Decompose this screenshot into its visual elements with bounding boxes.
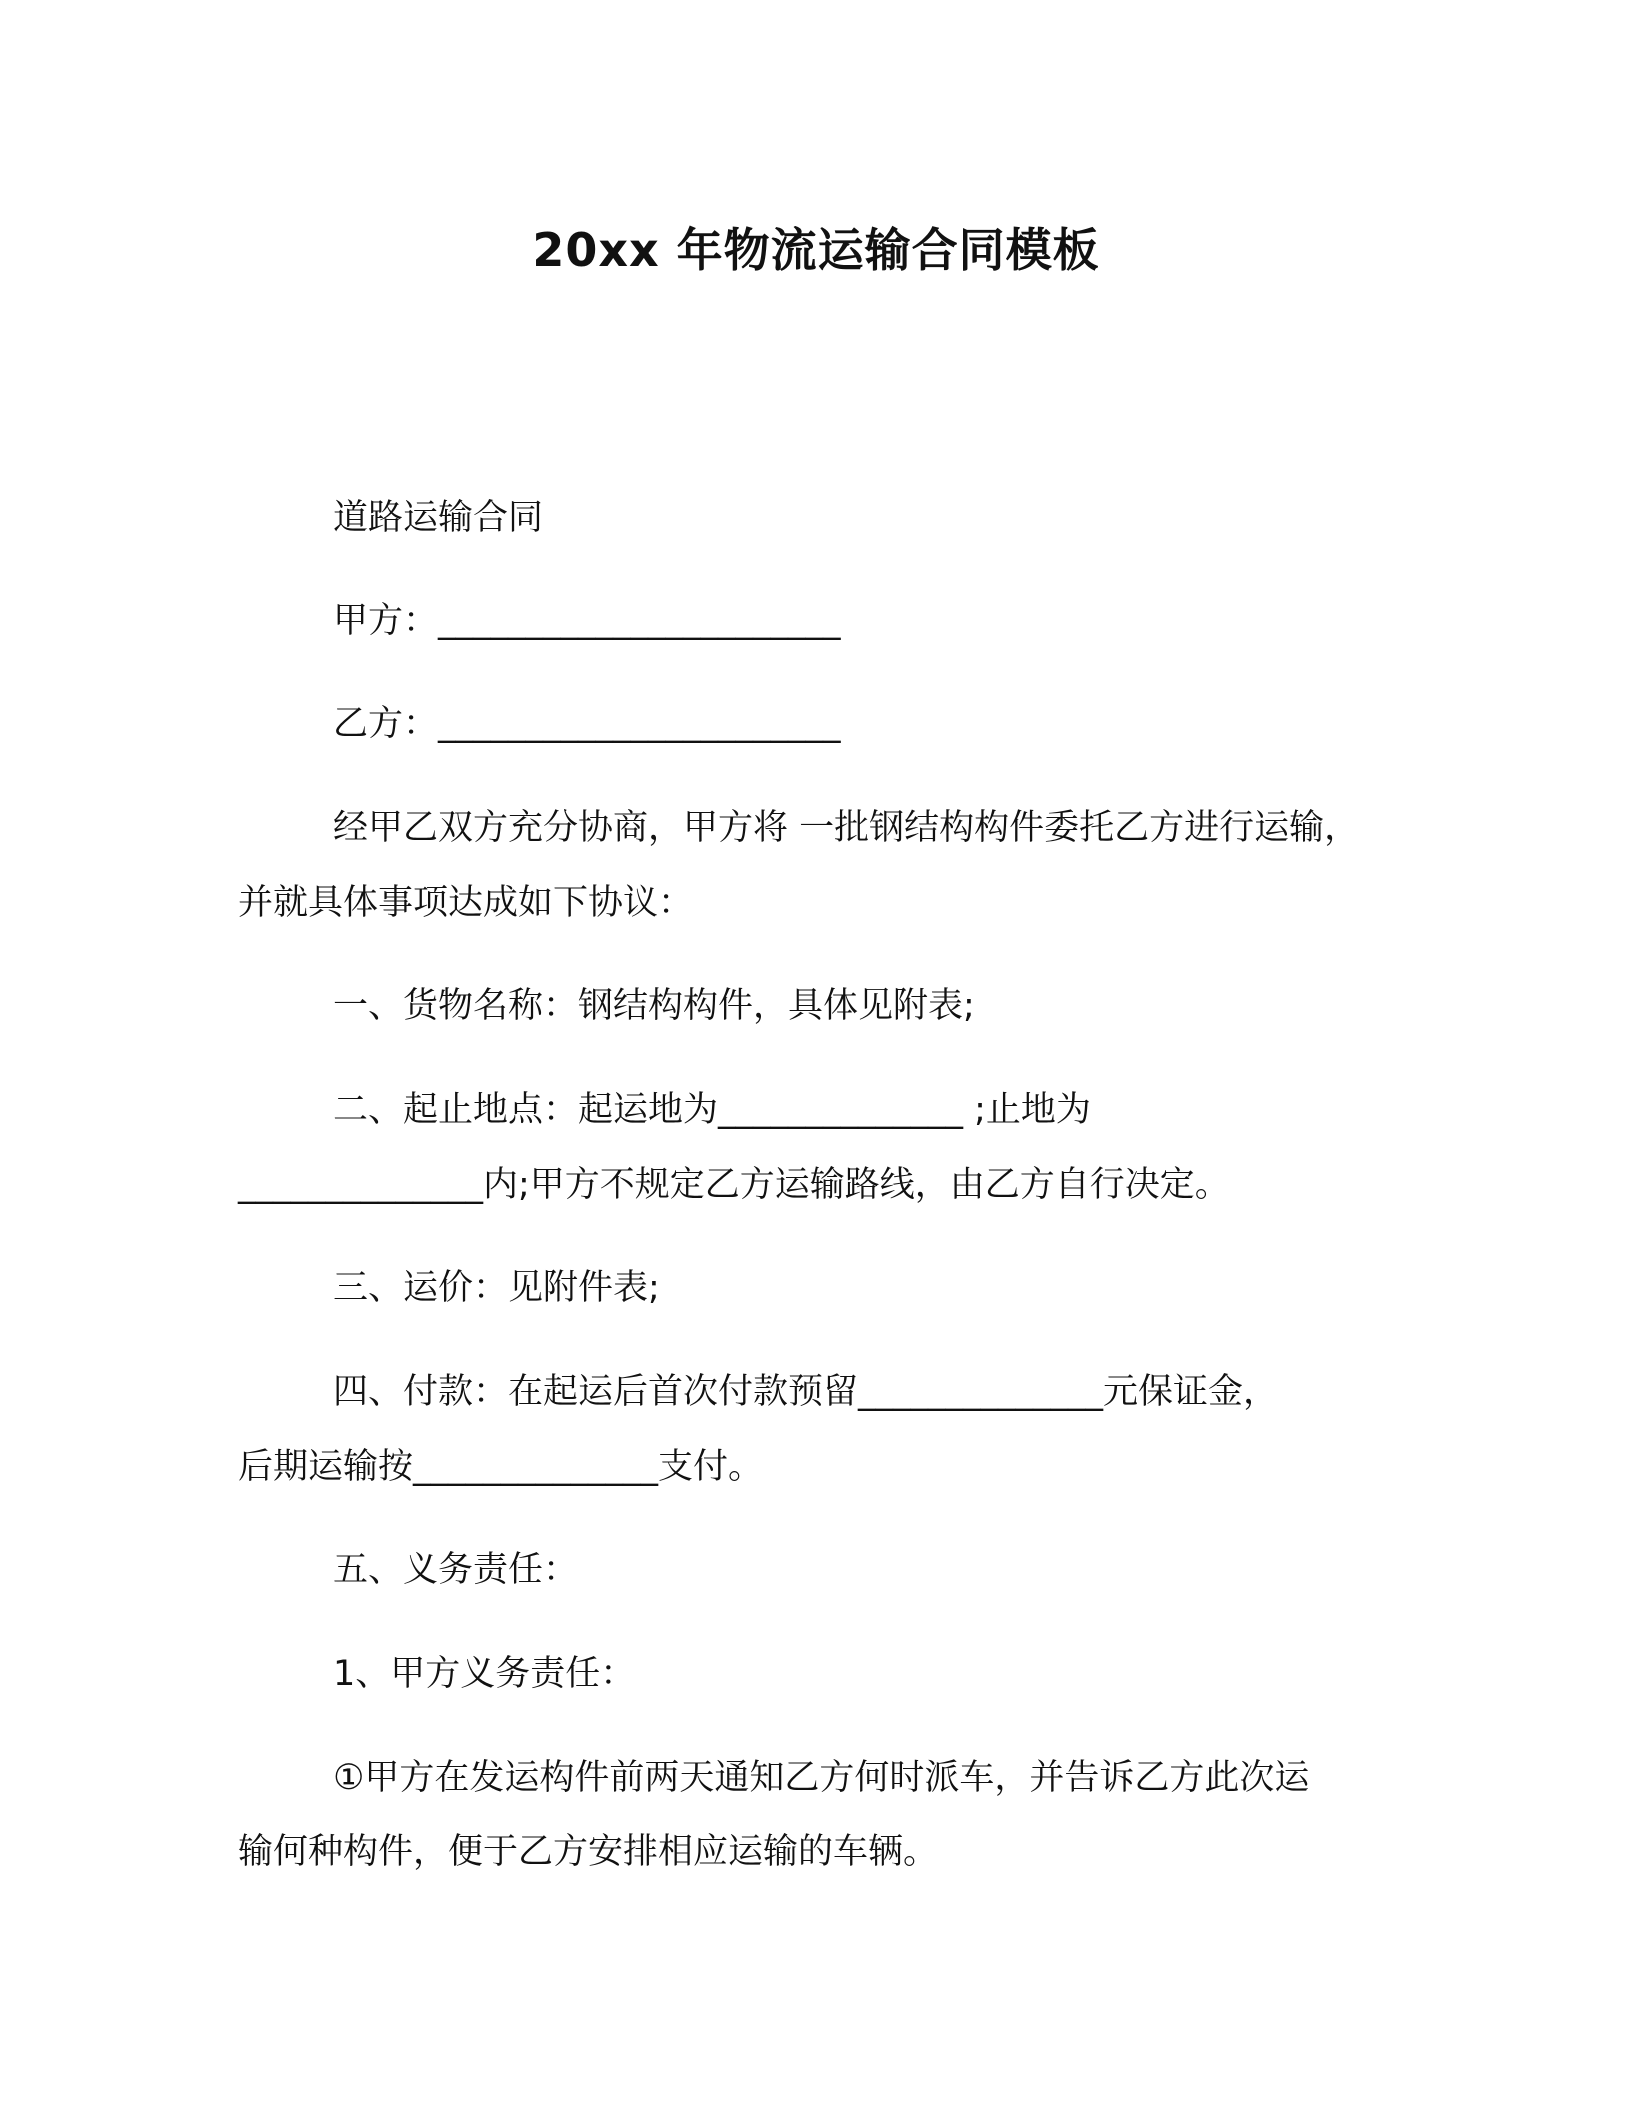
contract-heading: 道路运输合同 xyxy=(333,498,544,538)
clause-goods-name: 一、货物名称：钢结构构件，具体见附表; xyxy=(333,986,975,1026)
clause-freight: 三、运价：见附件表; xyxy=(333,1268,660,1308)
document-title: 20xx 年物流运输合同模板 xyxy=(532,223,1100,277)
clause-locations-line-2: ______________内;甲方不规定乙方运输路线，由乙方自行决定。 xyxy=(238,1165,1230,1205)
clause-obligations: 五、义务责任： xyxy=(333,1550,579,1590)
obligation-item-1-line-2: 输何种构件，便于乙方安排相应运输的车辆。 xyxy=(238,1832,939,1872)
clause-payment-line-1: 四、付款：在起运后首次付款预留______________元保证金， xyxy=(333,1372,1279,1412)
clause-payment-line-2: 后期运输按______________支付。 xyxy=(238,1447,764,1487)
preamble-line-1: 经甲乙双方充分协商，甲方将 一批钢结构构件委托乙方进行运输， xyxy=(333,808,1360,848)
party-a-obligations-heading: 1、甲方义务责任： xyxy=(333,1654,636,1694)
obligation-item-1-line-1: ①甲方在发运构件前两天通知乙方何时派车，并告诉乙方此次运 xyxy=(333,1758,1310,1798)
party-a-line: 甲方：_______________________ xyxy=(333,601,841,641)
preamble-line-2: 并就具体事项达成如下协议： xyxy=(238,883,694,923)
party-b-line: 乙方：_______________________ xyxy=(333,704,841,744)
clause-locations-line-1: 二、起止地点：起运地为______________ ;止地为 xyxy=(333,1090,1091,1130)
